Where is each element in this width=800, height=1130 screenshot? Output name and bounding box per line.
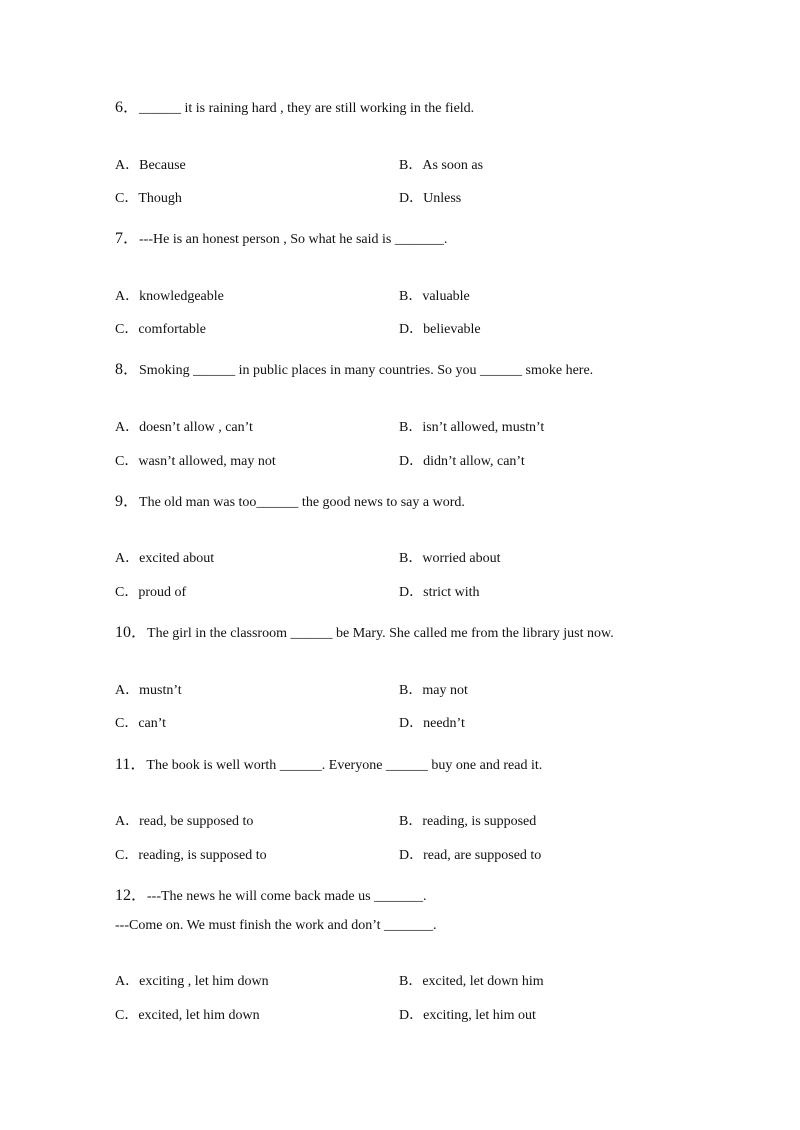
option-d — [399, 848, 541, 864]
option-letter: D． — [399, 716, 424, 731]
option-text: As soon as — [422, 158, 484, 173]
option-text: mustn’t — [139, 683, 182, 698]
question-number: 6． — [115, 99, 140, 116]
question-text: ---The news he will come back made us _______. — [147, 889, 427, 904]
option-b — [399, 551, 501, 567]
option-text: proud of — [138, 585, 187, 600]
option-letter: A． — [115, 420, 140, 435]
option-text: read, be supposed to — [139, 814, 254, 829]
option-text: reading, is supposed to — [138, 848, 267, 863]
option-letter: D． — [399, 1008, 424, 1023]
option-text: exciting, let him out — [423, 1008, 536, 1023]
option-letter: B． — [399, 814, 423, 829]
question-number: 8． — [115, 361, 140, 378]
option-text: Though — [138, 191, 182, 206]
option-letter: A． — [115, 158, 140, 173]
option-text: exciting , let him down — [139, 974, 269, 989]
option-text: excited, let him down — [138, 1008, 260, 1023]
option-letter: C． — [115, 848, 139, 863]
option-d — [399, 585, 480, 601]
option-letter: B． — [399, 683, 423, 698]
option-a — [115, 158, 186, 174]
option-letter: D． — [399, 191, 424, 206]
option-letter: A． — [115, 974, 140, 989]
option-b — [399, 420, 544, 436]
option-a — [115, 289, 224, 305]
option-text: reading, is supposed — [422, 814, 537, 829]
question-text: The old man was too______ the good news to say a word. — [139, 495, 465, 510]
option-letter: D． — [399, 848, 424, 863]
option-text: read, are supposed to — [423, 848, 542, 863]
option-a — [115, 974, 269, 990]
option-d — [399, 1008, 536, 1024]
question-number: 9． — [115, 493, 140, 510]
option-letter: B． — [399, 158, 423, 173]
option-text: needn’t — [423, 716, 465, 731]
option-text: can’t — [138, 716, 167, 731]
option-letter: A． — [115, 289, 140, 304]
option-letter: C． — [115, 191, 139, 206]
option-b — [399, 974, 544, 990]
option-text: isn’t allowed, mustn’t — [422, 420, 545, 435]
option-text: knowledgeable — [139, 289, 224, 304]
option-c — [115, 322, 206, 338]
option-d — [399, 191, 461, 207]
option-a — [115, 420, 253, 436]
option-letter: D． — [399, 454, 424, 469]
option-text: doesn’t allow , can’t — [139, 420, 253, 435]
option-letter: C． — [115, 454, 139, 469]
option-text: Because — [139, 158, 186, 173]
option-c — [115, 848, 267, 864]
option-a — [115, 814, 253, 830]
option-letter: B． — [399, 289, 423, 304]
option-c — [115, 585, 186, 601]
option-text: believable — [423, 322, 481, 337]
option-a — [115, 551, 214, 567]
option-d — [399, 716, 465, 732]
option-text: didn’t allow, can’t — [423, 454, 525, 469]
question-text: The book is well worth ______. Everyone ______ buy one and read it. — [146, 758, 543, 773]
question-stem — [115, 362, 593, 379]
option-letter: A． — [115, 683, 140, 698]
option-letter: B． — [399, 974, 423, 989]
option-text: valuable — [422, 289, 470, 304]
question-stem — [115, 494, 465, 511]
option-text: comfortable — [138, 322, 206, 337]
option-c — [115, 1008, 260, 1024]
option-letter: A． — [115, 551, 140, 566]
option-b — [399, 683, 468, 699]
question-text: Smoking ______ in public places in many countries. So you ______ smoke here. — [139, 363, 594, 378]
question-stem — [115, 625, 614, 642]
option-text: strict with — [423, 585, 480, 600]
option-letter: D． — [399, 585, 424, 600]
option-b — [399, 158, 483, 174]
option-c — [115, 191, 182, 207]
option-b — [399, 289, 470, 305]
question-stem — [115, 757, 542, 774]
option-text: wasn’t allowed, may not — [138, 454, 276, 469]
option-letter: C． — [115, 322, 139, 337]
question-number: 12． — [115, 887, 148, 904]
question-number: 10． — [115, 624, 148, 641]
option-text: excited, let down him — [422, 974, 544, 989]
option-text: may not — [422, 683, 468, 698]
option-text: Unless — [423, 191, 462, 206]
option-letter: C． — [115, 716, 139, 731]
question-number: 7． — [115, 230, 140, 247]
option-c — [115, 716, 166, 732]
option-text: worried about — [422, 551, 501, 566]
question-text: The girl in the classroom ______ be Mary. She called me from the library just now. — [147, 626, 614, 641]
question-stem — [115, 888, 427, 905]
option-letter: C． — [115, 1008, 139, 1023]
option-text: excited about — [139, 551, 215, 566]
question-text: ______ it is raining hard , they are still working in the field. — [139, 101, 475, 116]
option-letter: D． — [399, 322, 424, 337]
question-text: ---He is an honest person , So what he said is _______. — [139, 232, 448, 247]
question-number: 11． — [115, 756, 147, 773]
option-letter: B． — [399, 551, 423, 566]
option-b — [399, 814, 536, 830]
option-d — [399, 454, 525, 470]
question-stem — [115, 231, 447, 248]
option-letter: C． — [115, 585, 139, 600]
option-letter: A． — [115, 814, 140, 829]
option-c — [115, 454, 276, 470]
option-d — [399, 322, 481, 338]
question-stem — [115, 100, 474, 117]
option-a — [115, 683, 182, 699]
question-text-line2: ---Come on. We must finish the work and don’t _______. — [115, 918, 437, 933]
option-letter: B． — [399, 420, 423, 435]
